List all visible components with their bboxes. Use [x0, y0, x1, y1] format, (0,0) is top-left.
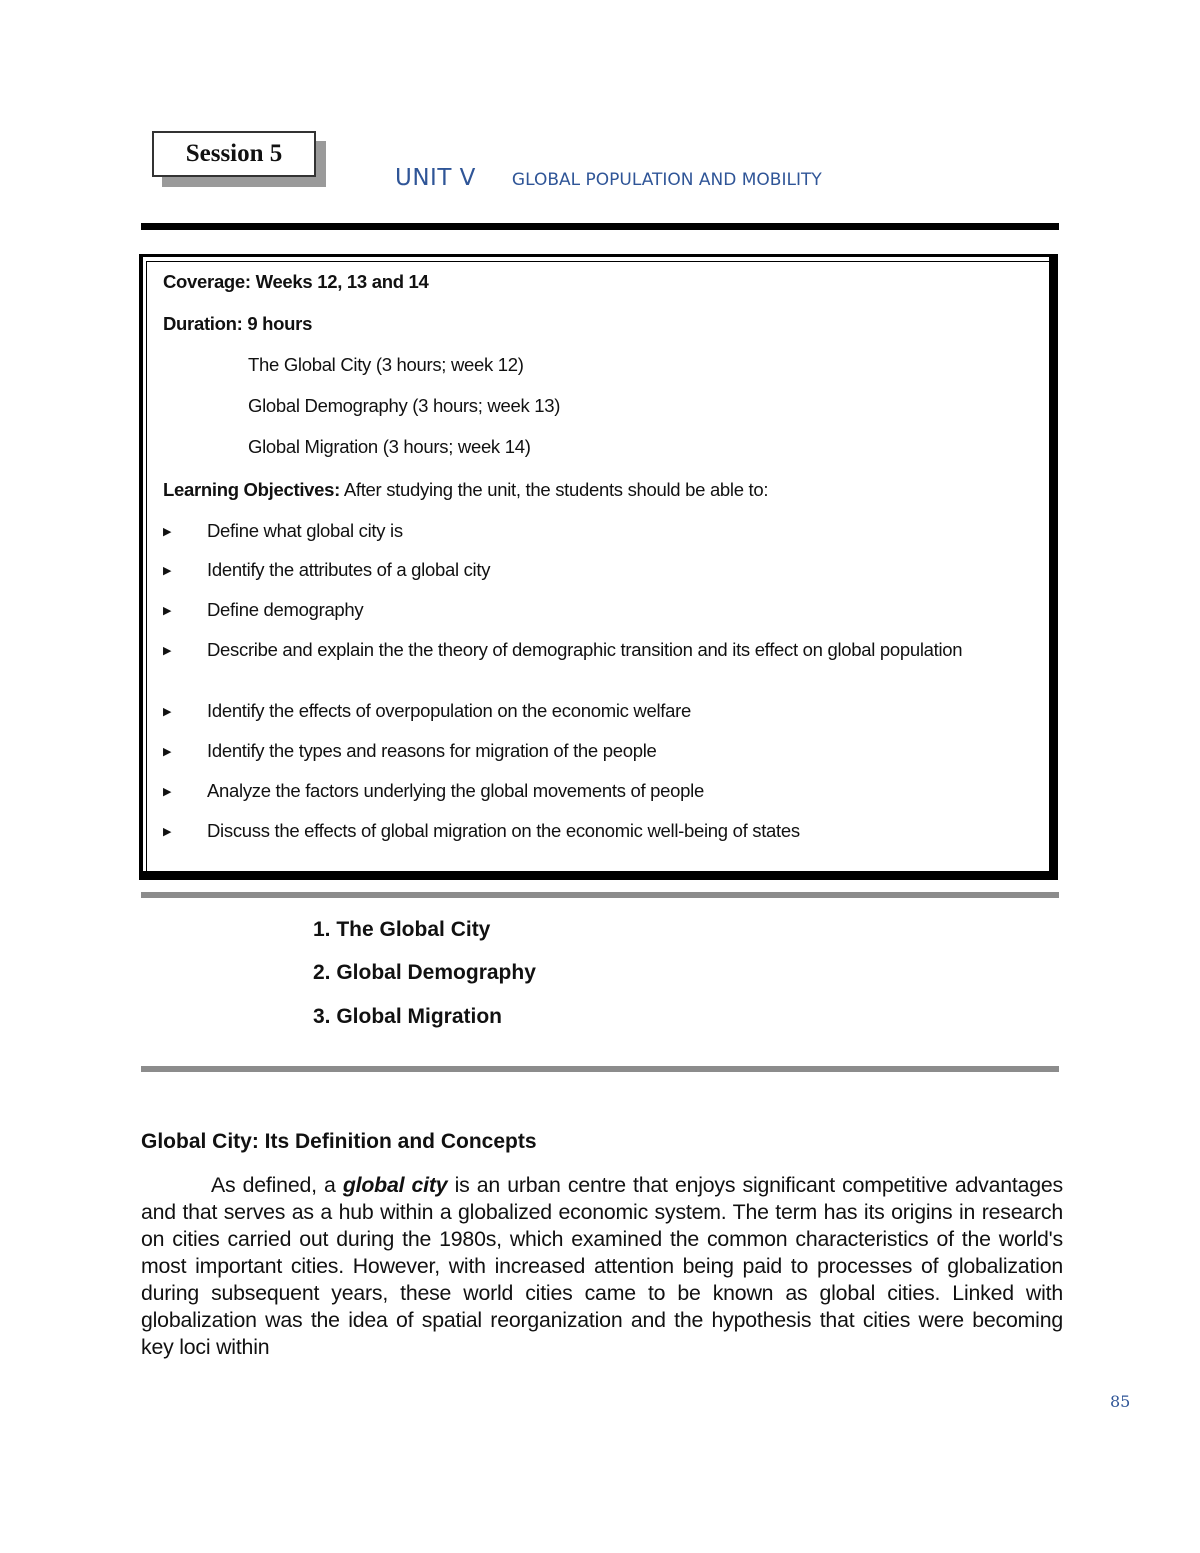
para-rest: is an urban centre that enjoys significant competitive advantages and that serves as a hub within a globalized economic system. The term has its origins in research on cities carried out during the 1980s, which examined the common characteristics of the world's most important cities. However, with increased attention being paid to processes of globalization during subsequent years, these world cities came to be known as global cities. Linked with globalization was the idea of spatial reorganization and the hypothesis that cities were becoming key loci within	[141, 1173, 1064, 1359]
topic-item: The Global City (3 hours; week 12)	[248, 354, 524, 375]
objective-item	[163, 780, 1023, 803]
objective-text: Define demography	[207, 599, 364, 620]
toc-bottom-rule	[141, 1066, 1059, 1072]
bullet-icon: ▶	[163, 746, 172, 758]
objective-text: Identify the types and reasons for migration of the people	[207, 740, 657, 761]
objective-item	[163, 639, 1023, 662]
topic-item: Global Demography (3 hours; week 13)	[248, 395, 561, 416]
session-label: Session 5	[185, 140, 283, 167]
objectives-intro	[163, 479, 768, 501]
objective-item	[163, 559, 1023, 582]
duration-line: Duration: 9 hours	[163, 313, 313, 334]
page-number: 85	[1110, 1392, 1131, 1411]
bullet-icon: ▶	[163, 645, 172, 657]
objective-item	[163, 520, 1023, 543]
objectives-label: Learning Objectives:	[163, 479, 340, 500]
coverage-box	[139, 254, 1058, 880]
para-term: global city	[342, 1173, 448, 1197]
toc-top-rule	[141, 892, 1059, 898]
bullet-icon: ▶	[163, 605, 172, 617]
bullet-icon: ▶	[163, 786, 172, 798]
objective-text: Identify the effects of overpopulation on the economic welfare	[207, 700, 691, 721]
unit-title	[395, 165, 822, 191]
objective-text: Discuss the effects of global migration on the economic well-being of states	[207, 820, 800, 841]
bullet-icon: ▶	[163, 526, 172, 538]
coverage-line: Coverage: Weeks 12, 13 and 14	[163, 271, 429, 292]
header-rule	[141, 223, 1059, 230]
unit-number: UNIT V	[395, 165, 476, 191]
objective-item	[163, 599, 1023, 622]
objective-item	[163, 700, 1023, 723]
objective-item	[163, 740, 1023, 763]
toc-item: 2. Global Demography	[313, 961, 536, 984]
unit-name: GLOBAL POPULATION AND MOBILITY	[511, 170, 822, 190]
objectives-intro-text: After studying the unit, the students should be able to:	[340, 479, 769, 500]
para-start: As defined, a	[211, 1173, 343, 1197]
body-paragraph	[141, 1172, 1063, 1361]
toc-item: 3. Global Migration	[313, 1005, 503, 1028]
objective-text: Identify the attributes of a global city	[207, 559, 491, 580]
section-heading: Global City: Its Definition and Concepts	[141, 1130, 537, 1153]
objective-text: Define what global city is	[207, 520, 403, 541]
objective-text: Analyze the factors underlying the global movements of people	[207, 780, 704, 801]
objective-text: Describe and explain the the theory of demographic transition and its effect on global population	[207, 639, 963, 660]
bullet-icon: ▶	[163, 706, 172, 718]
session-badge	[152, 131, 316, 177]
toc-item: 1. The Global City	[313, 918, 491, 941]
topic-item: Global Migration (3 hours; week 14)	[248, 436, 531, 457]
bullet-icon: ▶	[163, 565, 172, 577]
bullet-icon: ▶	[163, 826, 172, 838]
objective-item	[163, 820, 1023, 843]
